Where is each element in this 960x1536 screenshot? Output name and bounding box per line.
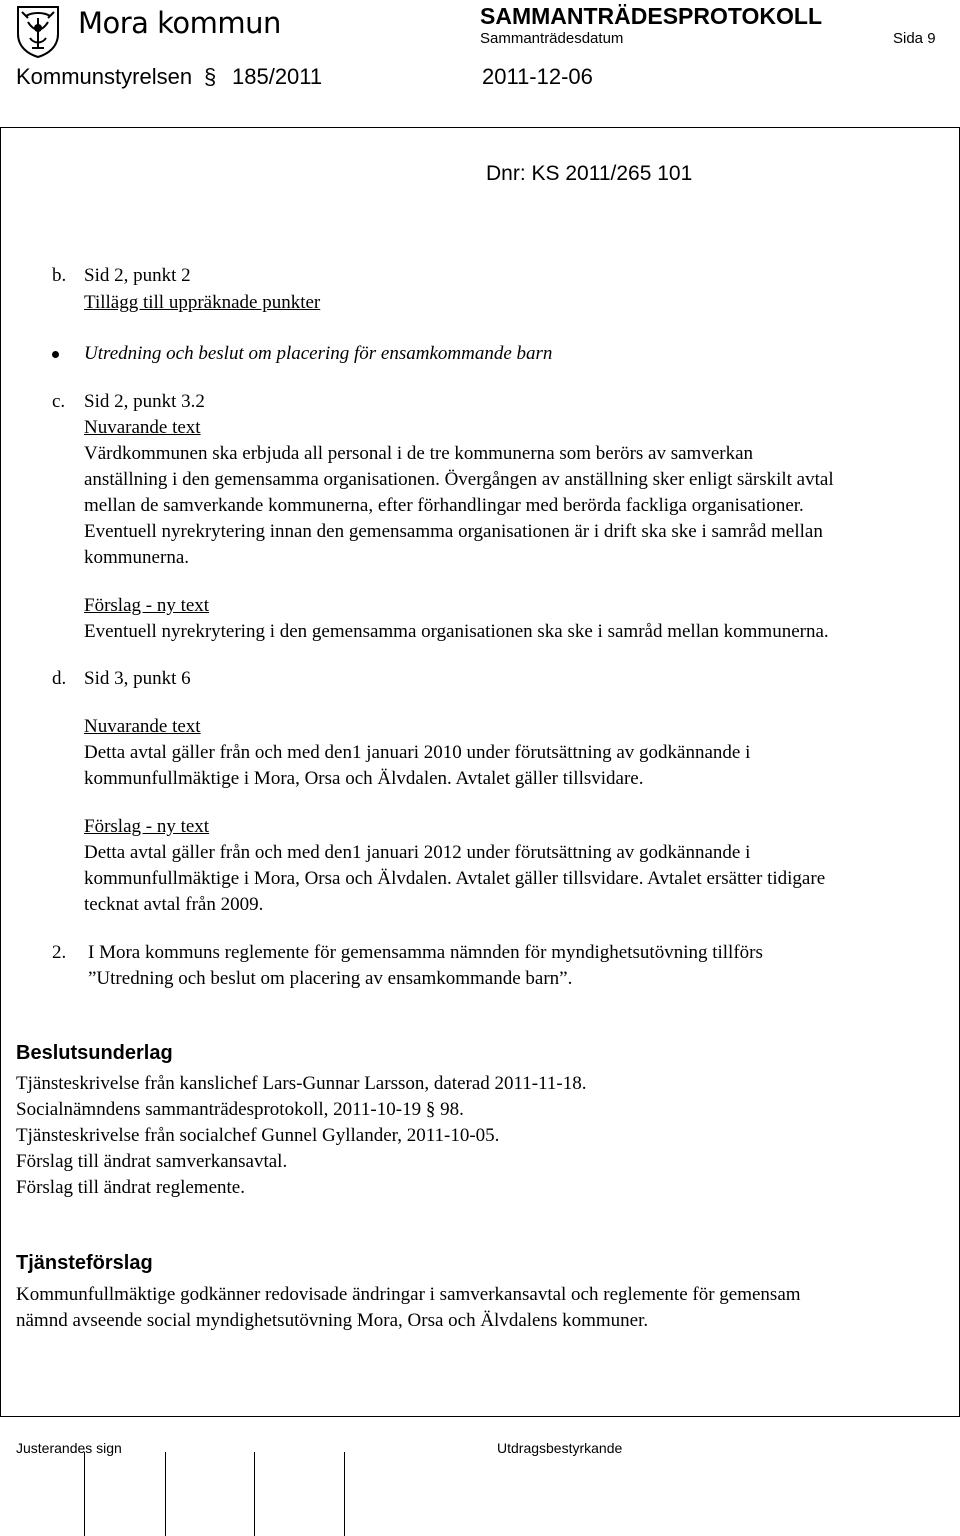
organization-name: Mora kommun	[78, 6, 281, 40]
current-text-label: Nuvarande text	[84, 417, 201, 438]
signature-box-divider	[165, 1452, 166, 1536]
bullet-icon	[52, 351, 59, 358]
paragraph-line: ”Utredning och beslut om placering av ensamkommande barn”.	[88, 968, 573, 989]
case-number: Dnr: KS 2011/265 101	[486, 162, 693, 185]
paragraph-line: Kommunfullmäktige godkänner redovisade ändringar i samverkansavtal och reglemente för gemensam	[16, 1284, 801, 1305]
meeting-date-label: Sammanträdesdatum	[480, 30, 624, 47]
proposal-text-label: Förslag - ny text	[84, 595, 210, 616]
item-b-reference: Sid 2, punkt 2	[84, 265, 191, 286]
signature-label: Justerandes sign	[16, 1440, 122, 1456]
item-marker: b.	[52, 265, 67, 286]
paragraph-line: Värdkommunen ska erbjuda all personal i de tre kommunerna som berörs av samverkan	[84, 443, 754, 464]
paragraph-line: Eventuell nyrekrytering i den gemensamma organisationen ska ske i samråd mellan kommunerna.	[84, 621, 829, 642]
paragraph-number: 185/2011	[232, 64, 323, 89]
page-number: Sida 9	[893, 30, 936, 47]
paragraph-line: Detta avtal gäller från och med den1 januari 2010 under förutsättning av godkännande i	[84, 742, 751, 763]
certification-label: Utdragsbestyrkande	[497, 1440, 623, 1456]
meeting-date: 2011-12-06	[482, 64, 593, 89]
item-marker: 2.	[52, 942, 67, 963]
signature-box-divider	[84, 1452, 85, 1536]
committee-name: Kommunstyrelsen	[16, 64, 193, 89]
header-divider	[0, 127, 960, 128]
paragraph-line: kommunfullmäktige i Mora, Orsa och Älvdalen. Avtalet gäller tillsvidare. Avtalet ersätter tidigare	[84, 868, 826, 889]
proposal-text-label: Förslag - ny text	[84, 816, 210, 837]
paragraph-line: Eventuell nyrekrytering innan den gemensamma organisationen är i drift ska ske i samråd mellan	[84, 521, 823, 542]
current-text-label: Nuvarande text	[84, 716, 201, 737]
document-title: SAMMANTRÄDESPROTOKOLL	[480, 3, 823, 29]
section-heading-beslutsunderlag: Beslutsunderlag	[16, 1042, 173, 1064]
paragraph-line: Detta avtal gäller från och med den1 januari 2012 under förutsättning av godkännande i	[84, 842, 751, 863]
item-marker: d.	[52, 668, 67, 689]
item-marker: c.	[52, 391, 66, 412]
reference-line: Förslag till ändrat reglemente.	[16, 1177, 245, 1198]
item-b-bullet-text: Utredning och beslut om placering för ensamkommande barn	[84, 343, 553, 364]
item-c-reference: Sid 2, punkt 3.2	[84, 391, 205, 412]
paragraph-line: mellan de samverkande kommunerna, efter förhandlingar med berörda fackliga organisationer.	[84, 495, 804, 516]
reference-line: Tjänsteskrivelse från socialchef Gunnel Gyllander, 2011-10-05.	[16, 1125, 500, 1146]
reference-line: Förslag till ändrat samverkansavtal.	[16, 1151, 288, 1172]
paragraph-line: tecknat avtal från 2009.	[84, 894, 264, 915]
section-mark: §	[204, 64, 217, 89]
paragraph-line: kommunerna.	[84, 547, 190, 568]
item-b-subheading: Tillägg till uppräknade punkter	[84, 292, 321, 313]
left-border	[0, 127, 1, 1416]
section-heading-tjansteforslag: Tjänsteförslag	[16, 1252, 153, 1274]
item-d-reference: Sid 3, punkt 6	[84, 668, 191, 689]
paragraph-line: kommunfullmäktige i Mora, Orsa och Älvdalen. Avtalet gäller tillsvidare.	[84, 768, 644, 789]
coat-of-arms-icon	[14, 4, 62, 58]
paragraph-line: I Mora kommuns reglemente för gemensamma nämnden för myndighetsutövning tillförs	[88, 942, 763, 963]
paragraph-line: anställning i den gemensamma organisationen. Övergången av anställning sker enligt särskilt avtal	[84, 469, 834, 490]
signature-box-divider	[344, 1452, 345, 1536]
signature-box-divider	[254, 1452, 255, 1536]
paragraph-line: nämnd avseende social myndighetsutövning Mora, Orsa och Älvdalens kommuner.	[16, 1310, 649, 1331]
reference-line: Socialnämndens sammanträdesprotokoll, 2011-10-19 § 98.	[16, 1099, 464, 1120]
footer-divider	[0, 1416, 960, 1417]
reference-line: Tjänsteskrivelse från kanslichef Lars-Gunnar Larsson, daterad 2011-11-18.	[16, 1073, 587, 1094]
